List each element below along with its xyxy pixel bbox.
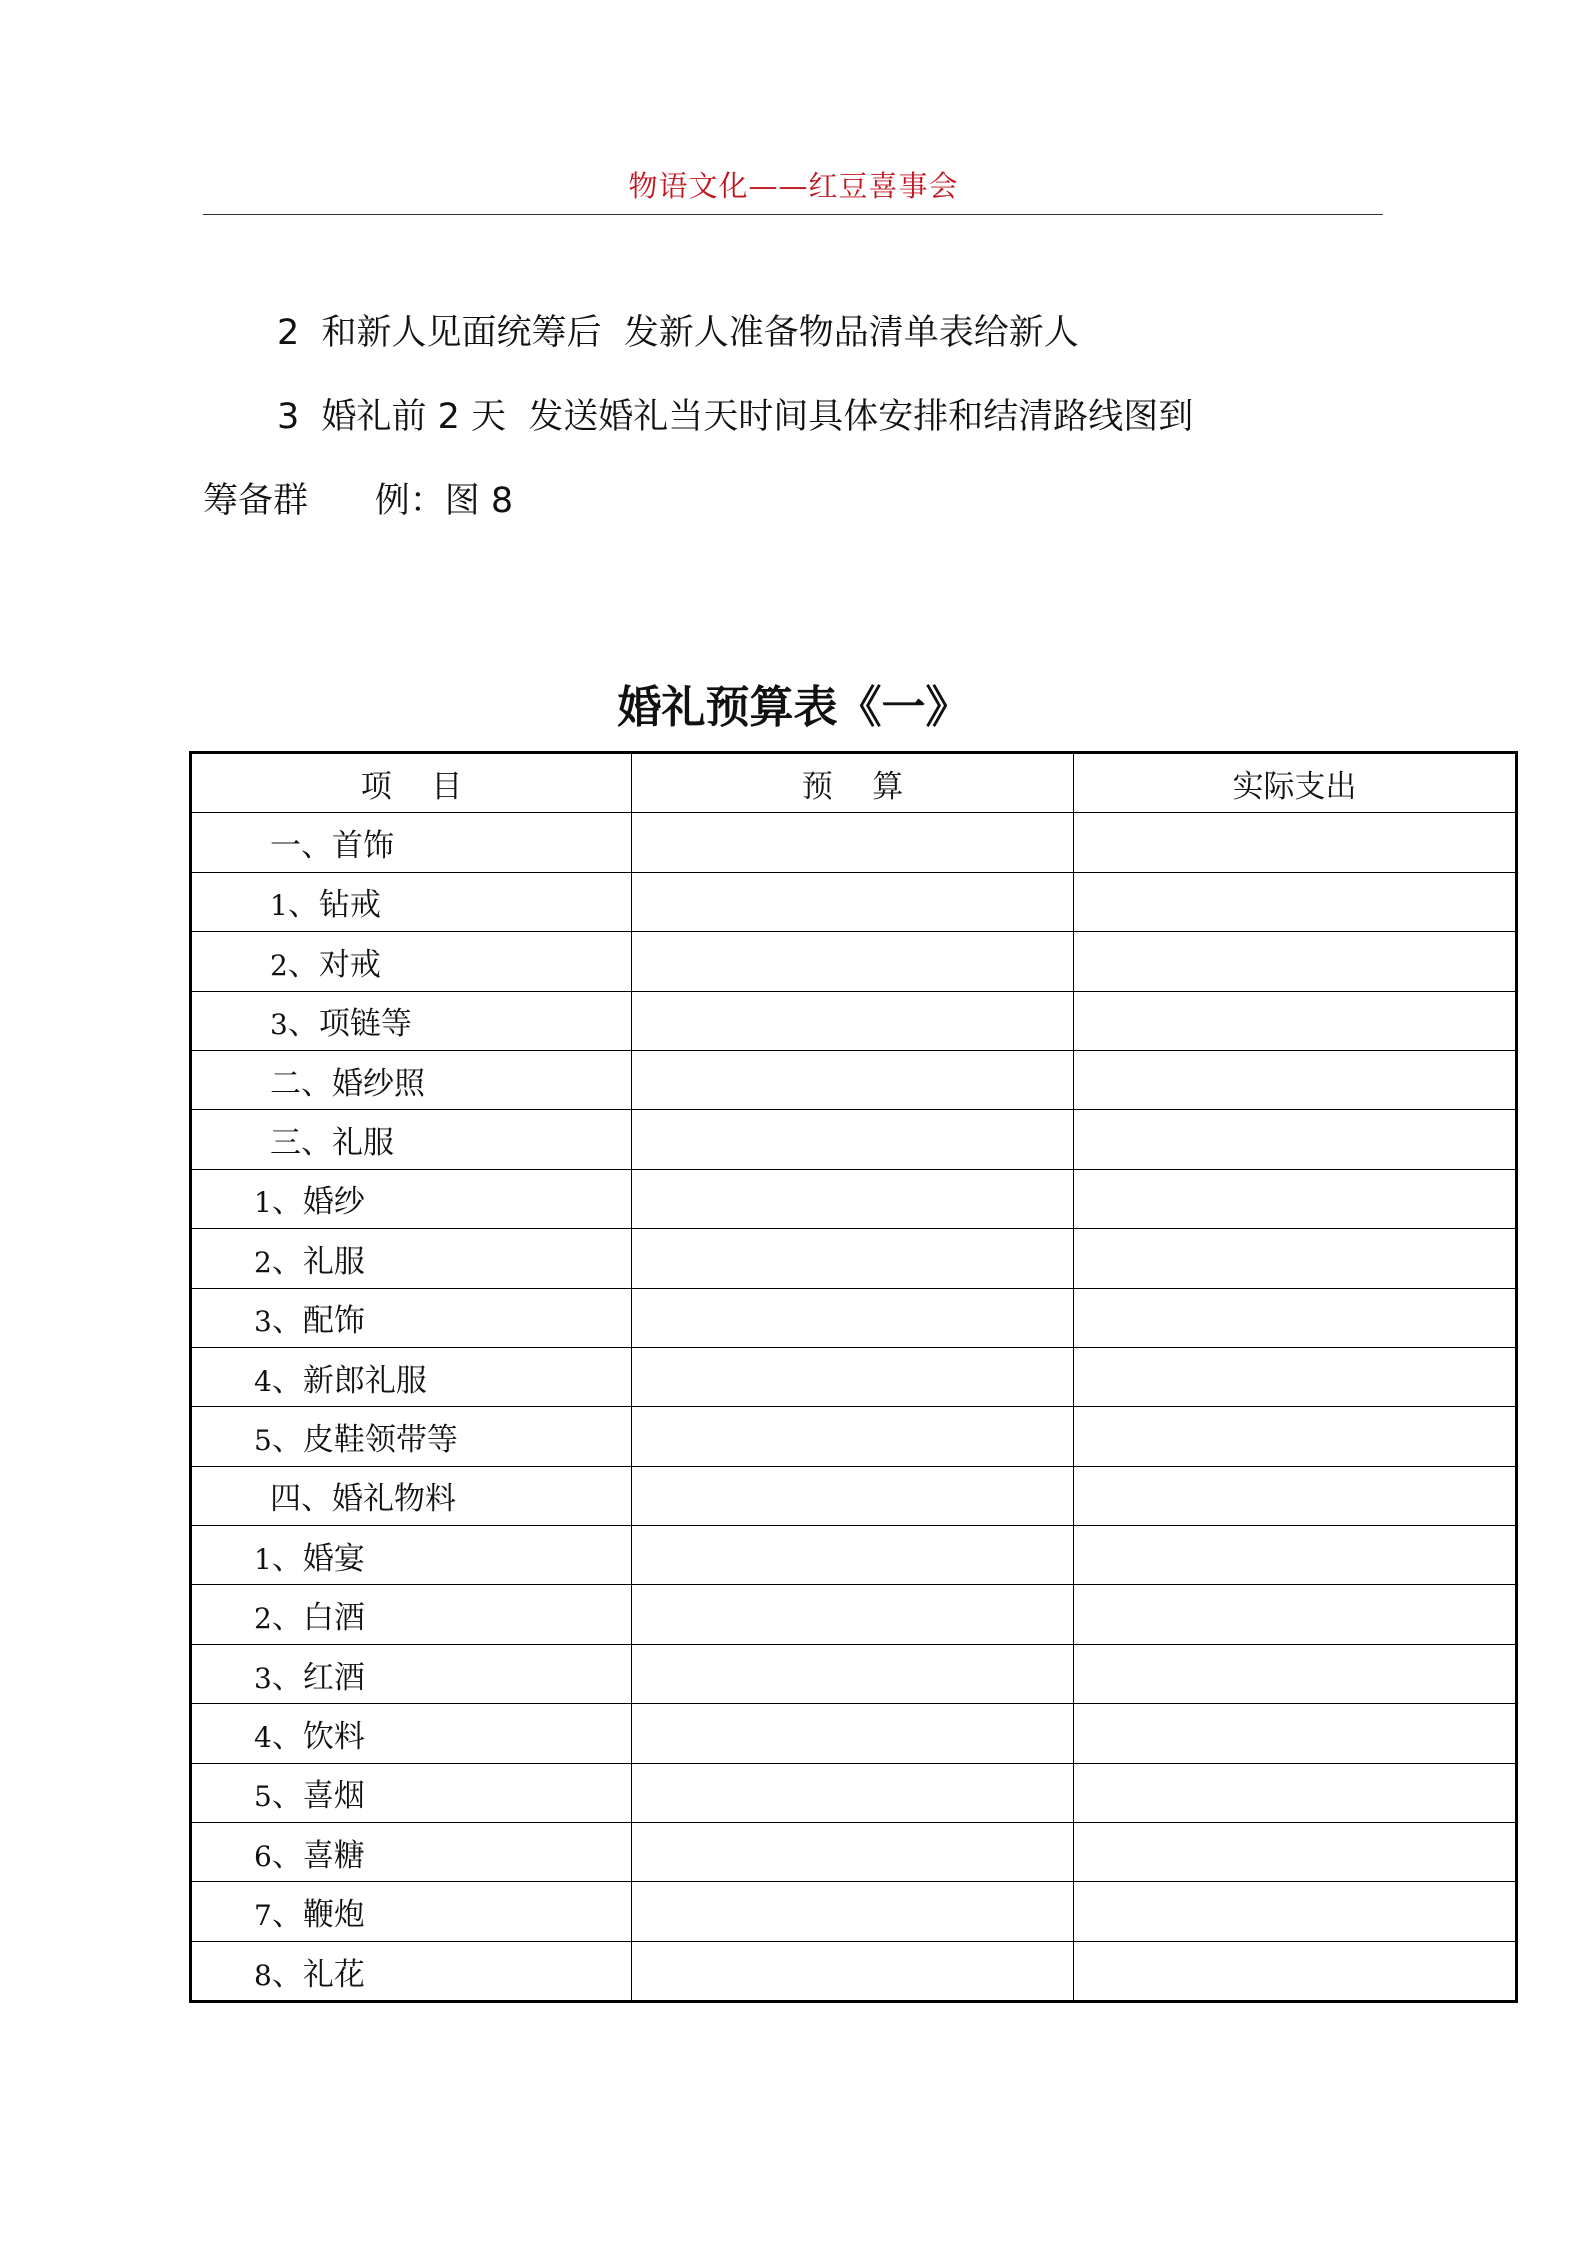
item-label <box>192 1414 631 1459</box>
cell-item <box>191 1644 632 1703</box>
cell-budget[interactable] <box>632 1288 1074 1347</box>
cell-actual[interactable] <box>1074 813 1517 872</box>
item-text: 、钻戒 <box>287 887 381 924</box>
category-label: 四、婚礼物料 <box>270 1481 456 1518</box>
cell-budget[interactable] <box>632 1169 1074 1228</box>
item-text: 、皮鞋领带等 <box>271 1421 458 1458</box>
table-row <box>191 1585 1517 1644</box>
cell-budget[interactable] <box>632 1823 1074 1882</box>
cell-actual[interactable] <box>1074 1823 1517 1882</box>
cell-actual[interactable] <box>1074 1763 1517 1822</box>
cell-actual[interactable] <box>1074 872 1517 931</box>
item-number: 1 <box>270 889 288 923</box>
item-number: 4 <box>254 1720 272 1754</box>
item-number: 1 <box>254 1542 272 1576</box>
cell-item <box>191 1050 632 1109</box>
cell-budget[interactable] <box>632 1229 1074 1288</box>
cell-actual[interactable] <box>1074 1466 1517 1525</box>
table-row <box>191 1050 1517 1109</box>
cell-actual[interactable] <box>1074 1941 1517 2001</box>
item-text: 、红酒 <box>271 1659 365 1696</box>
cell-item <box>191 872 632 931</box>
cell-item <box>191 1466 632 1525</box>
table-row <box>191 813 1517 872</box>
table-row <box>191 1704 1517 1763</box>
table-row <box>191 1110 1517 1169</box>
cell-item <box>191 1823 632 1882</box>
cell-actual[interactable] <box>1074 1644 1517 1703</box>
item-label <box>192 1295 631 1340</box>
cell-budget[interactable] <box>632 872 1074 931</box>
item-label <box>192 1236 631 1281</box>
cell-budget[interactable] <box>632 1526 1074 1585</box>
item-text: 、婚纱 <box>271 1184 365 1221</box>
item-text: 、喜糖 <box>271 1837 365 1874</box>
cell-budget[interactable] <box>632 1704 1074 1763</box>
item-number: 7 <box>254 1899 272 1933</box>
cell-budget[interactable] <box>632 1585 1074 1644</box>
budget-table <box>189 751 1518 2003</box>
cell-budget[interactable] <box>632 813 1074 872</box>
item-number: 3 <box>254 1305 272 1339</box>
item-label <box>192 1592 631 1637</box>
item-text: 、配饰 <box>271 1303 365 1340</box>
table-row <box>191 1466 1517 1525</box>
category-label: 二、婚纱照 <box>270 1065 425 1102</box>
cell-item <box>191 1882 632 1941</box>
cell-budget[interactable] <box>632 1407 1074 1466</box>
table-row <box>191 1823 1517 1882</box>
item-text: 、喜烟 <box>271 1778 365 1815</box>
item-number: 4 <box>254 1364 272 1398</box>
item-label <box>192 1176 631 1221</box>
item-number: 6 <box>254 1839 272 1873</box>
table-title: 婚礼预算表《一》 <box>617 682 970 733</box>
item-label <box>192 879 631 924</box>
item-text: 、婚宴 <box>271 1540 365 1577</box>
table-row <box>191 1229 1517 1288</box>
category-label: 一、首饰 <box>270 828 394 865</box>
cell-budget[interactable] <box>632 1882 1074 1941</box>
cell-budget[interactable] <box>632 1050 1074 1109</box>
cell-actual[interactable] <box>1074 1288 1517 1347</box>
cell-item <box>191 1585 632 1644</box>
cell-actual[interactable] <box>1074 1407 1517 1466</box>
item-label <box>192 998 631 1043</box>
table-header-row <box>191 753 1517 813</box>
cell-item <box>191 1763 632 1822</box>
table-row <box>191 1407 1517 1466</box>
item-number: 5 <box>254 1780 272 1814</box>
cell-item <box>191 1704 632 1763</box>
cell-item <box>191 1169 632 1228</box>
cell-actual[interactable] <box>1074 932 1517 991</box>
item-text: 、鞭炮 <box>271 1897 365 1934</box>
body-line-3: 筹备群 例：图 8 <box>203 481 514 521</box>
cell-item <box>191 932 632 991</box>
table-row <box>191 1882 1517 1941</box>
cell-budget[interactable] <box>632 1466 1074 1525</box>
cell-actual[interactable] <box>1074 1526 1517 1585</box>
item-label <box>192 1355 631 1400</box>
item-label <box>192 1949 631 1994</box>
cell-actual[interactable] <box>1074 1882 1517 1941</box>
cell-actual[interactable] <box>1074 1169 1517 1228</box>
cell-item <box>191 1229 632 1288</box>
item-text: 、饮料 <box>271 1718 365 1755</box>
item-number: 2 <box>270 948 288 982</box>
body-line-1: 2 和新人见面统筹后 发新人准备物品清单表给新人 <box>277 313 1079 353</box>
cell-actual[interactable] <box>1074 1347 1517 1406</box>
table-row <box>191 932 1517 991</box>
item-label <box>192 1770 631 1815</box>
cell-item <box>191 1526 632 1585</box>
item-text: 、白酒 <box>271 1600 365 1637</box>
cell-budget[interactable] <box>632 1644 1074 1703</box>
cell-budget[interactable] <box>632 1941 1074 2001</box>
table-row <box>191 1941 1517 2001</box>
item-number: 8 <box>254 1958 272 1992</box>
table-row <box>191 1526 1517 1585</box>
item-label <box>192 1711 631 1756</box>
header-item: 项 目 <box>191 753 632 813</box>
category-label: 三、礼服 <box>270 1125 394 1162</box>
table-row <box>191 1644 1517 1703</box>
cell-budget[interactable] <box>632 932 1074 991</box>
item-text: 、礼服 <box>271 1243 365 1280</box>
cell-actual[interactable] <box>1074 1585 1517 1644</box>
item-number: 5 <box>254 1423 272 1457</box>
cell-actual[interactable] <box>1074 1229 1517 1288</box>
table-row <box>191 1347 1517 1406</box>
item-text: 、新郎礼服 <box>271 1362 427 1399</box>
table-row <box>191 872 1517 931</box>
table-row <box>191 991 1517 1050</box>
item-label <box>192 1889 631 1934</box>
header-budget: 预 算 <box>632 753 1074 813</box>
cell-budget[interactable] <box>632 1110 1074 1169</box>
table-row <box>191 1288 1517 1347</box>
cell-item <box>191 1110 632 1169</box>
item-text: 、礼花 <box>271 1956 365 1993</box>
cell-budget[interactable] <box>632 1763 1074 1822</box>
item-number: 2 <box>254 1602 272 1636</box>
cell-item <box>191 1347 632 1406</box>
item-number: 2 <box>254 1245 272 1279</box>
item-text: 、项链等 <box>287 1006 412 1043</box>
item-number: 3 <box>270 1008 288 1042</box>
item-number: 3 <box>254 1661 272 1695</box>
cell-budget[interactable] <box>632 1347 1074 1406</box>
item-text: 、对戒 <box>287 946 381 983</box>
cell-item <box>191 1941 632 2001</box>
cell-actual[interactable] <box>1074 1704 1517 1763</box>
table-row <box>191 1169 1517 1228</box>
header-actual: 实际支出 <box>1074 753 1517 813</box>
cell-item <box>191 1407 632 1466</box>
cell-actual[interactable] <box>1074 1110 1517 1169</box>
item-label <box>192 1830 631 1875</box>
item-label <box>192 1652 631 1697</box>
cell-budget[interactable] <box>632 991 1074 1050</box>
cell-item <box>191 991 632 1050</box>
item-label <box>192 1533 631 1578</box>
body-line-2: 3 婚礼前 2 天 发送婚礼当天时间具体安排和结清路线图到 <box>277 397 1194 437</box>
cell-actual[interactable] <box>1074 991 1517 1050</box>
header-divider <box>203 214 1383 215</box>
cell-item <box>191 813 632 872</box>
cell-actual[interactable] <box>1074 1050 1517 1109</box>
cell-item <box>191 1288 632 1347</box>
page-header-title: 物语文化——红豆喜事会 <box>628 169 959 203</box>
item-number: 1 <box>254 1186 272 1220</box>
item-label <box>192 939 631 984</box>
table-row <box>191 1763 1517 1822</box>
